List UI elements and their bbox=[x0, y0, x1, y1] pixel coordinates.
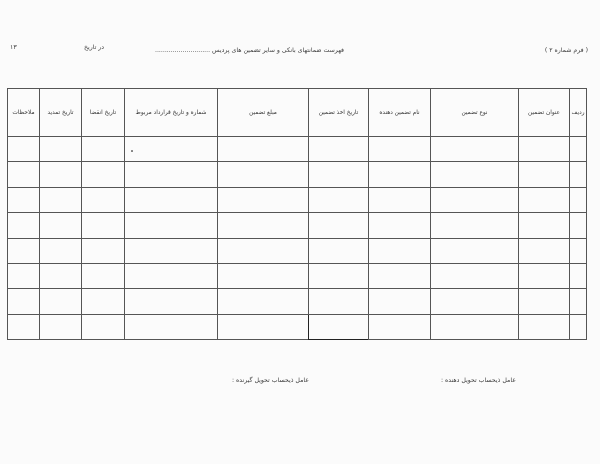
table-cell bbox=[218, 238, 309, 263]
guarantees-table bbox=[7, 88, 587, 340]
table-cell bbox=[570, 162, 587, 187]
scan-speck bbox=[131, 150, 133, 152]
col-guarantee-title: عنوان تضمین bbox=[519, 89, 570, 137]
table-cell bbox=[369, 289, 431, 314]
table-cell bbox=[8, 187, 40, 212]
table-cell bbox=[431, 187, 519, 212]
table-cell bbox=[125, 238, 218, 263]
table-cell bbox=[8, 162, 40, 187]
table-row bbox=[8, 263, 587, 288]
table-cell bbox=[40, 314, 82, 339]
table-cell bbox=[218, 162, 309, 187]
table-cell bbox=[40, 263, 82, 288]
table-cell bbox=[570, 238, 587, 263]
form-number: ( فرم شماره ۲ ) bbox=[544, 47, 588, 54]
table-cell bbox=[82, 238, 125, 263]
table-cell bbox=[125, 289, 218, 314]
col-guarantee-type: نوع تضمین bbox=[431, 89, 519, 137]
table-cell bbox=[369, 137, 431, 162]
table-row bbox=[8, 187, 587, 212]
table-cell bbox=[519, 289, 570, 314]
table-cell bbox=[519, 314, 570, 339]
table-cell bbox=[369, 263, 431, 288]
table-cell bbox=[570, 137, 587, 162]
date-label: در تاریخ bbox=[84, 44, 105, 51]
deliverer-signature-label: عامل ذیحساب تحویل دهنده : bbox=[441, 377, 516, 384]
table-cell bbox=[218, 137, 309, 162]
table-cell bbox=[125, 137, 218, 162]
table-cell bbox=[369, 314, 431, 339]
col-expiry-date: تاریخ انقضا bbox=[82, 89, 125, 137]
table-cell bbox=[309, 162, 369, 187]
table-cell bbox=[309, 289, 369, 314]
table-cell bbox=[218, 213, 309, 238]
table-cell bbox=[519, 187, 570, 212]
table-cell bbox=[431, 314, 519, 339]
table-cell bbox=[8, 314, 40, 339]
table-cell bbox=[82, 162, 125, 187]
page-number: ۱۳ bbox=[10, 44, 17, 51]
table-cell bbox=[8, 238, 40, 263]
table-cell bbox=[309, 137, 369, 162]
table-cell bbox=[570, 187, 587, 212]
table-cell bbox=[369, 213, 431, 238]
table-cell bbox=[40, 213, 82, 238]
col-guarantor-name: نام تضمین دهنده bbox=[369, 89, 431, 137]
table-cell bbox=[8, 289, 40, 314]
table-cell bbox=[82, 187, 125, 212]
table-cell bbox=[309, 314, 369, 339]
table-row bbox=[8, 213, 587, 238]
table-row bbox=[8, 137, 587, 162]
form-title: فهرست ضمانتهای بانکی و سایر تضمین های پردیس ............................ bbox=[155, 47, 345, 54]
table-cell bbox=[431, 238, 519, 263]
table-cell bbox=[431, 289, 519, 314]
col-row-number: ردیف bbox=[570, 89, 587, 137]
table-cell bbox=[519, 137, 570, 162]
table-cell bbox=[431, 137, 519, 162]
table-cell bbox=[82, 314, 125, 339]
table-cell bbox=[8, 263, 40, 288]
table-row bbox=[8, 289, 587, 314]
table-cell bbox=[431, 263, 519, 288]
receiver-signature-label: عامل ذیحساب تحویل گیرنده : bbox=[232, 377, 309, 384]
table-cell bbox=[369, 162, 431, 187]
table-cell bbox=[519, 263, 570, 288]
table-cell bbox=[570, 289, 587, 314]
table-row bbox=[8, 238, 587, 263]
table-cell bbox=[40, 289, 82, 314]
table-row bbox=[8, 314, 587, 339]
table-cell bbox=[40, 238, 82, 263]
table-cell bbox=[309, 213, 369, 238]
table-cell bbox=[519, 238, 570, 263]
col-notes: ملاحظات bbox=[8, 89, 40, 137]
table-cell bbox=[218, 263, 309, 288]
table-cell bbox=[82, 289, 125, 314]
table-cell bbox=[519, 213, 570, 238]
table-cell bbox=[431, 213, 519, 238]
table-cell bbox=[570, 263, 587, 288]
table-cell bbox=[431, 162, 519, 187]
table-cell bbox=[82, 213, 125, 238]
table-cell bbox=[125, 314, 218, 339]
table-cell bbox=[570, 314, 587, 339]
table-cell bbox=[82, 263, 125, 288]
table-cell bbox=[40, 162, 82, 187]
table-cell bbox=[570, 213, 587, 238]
col-contract-ref: شماره و تاریخ قرارداد مربوط bbox=[125, 89, 218, 137]
table-cell bbox=[125, 263, 218, 288]
table-cell bbox=[40, 187, 82, 212]
table-header-row bbox=[8, 89, 587, 137]
table-cell bbox=[369, 238, 431, 263]
table-cell bbox=[309, 187, 369, 212]
table-cell bbox=[8, 137, 40, 162]
table-cell bbox=[519, 162, 570, 187]
table-cell bbox=[125, 162, 218, 187]
col-extension-date: تاریخ تمدید bbox=[40, 89, 82, 137]
table-cell bbox=[309, 263, 369, 288]
table-cell bbox=[125, 187, 218, 212]
col-amount: مبلغ تضمین bbox=[218, 89, 309, 137]
table-cell bbox=[309, 238, 369, 263]
table-row bbox=[8, 162, 587, 187]
table-cell bbox=[125, 213, 218, 238]
table-cell bbox=[218, 289, 309, 314]
table-body bbox=[8, 137, 587, 340]
table-cell bbox=[40, 137, 82, 162]
table-cell bbox=[218, 314, 309, 339]
table-cell bbox=[369, 187, 431, 212]
col-receipt-date: تاریخ اخذ تضمین bbox=[309, 89, 369, 137]
table-cell bbox=[82, 137, 125, 162]
table-cell bbox=[218, 187, 309, 212]
table-cell bbox=[8, 213, 40, 238]
